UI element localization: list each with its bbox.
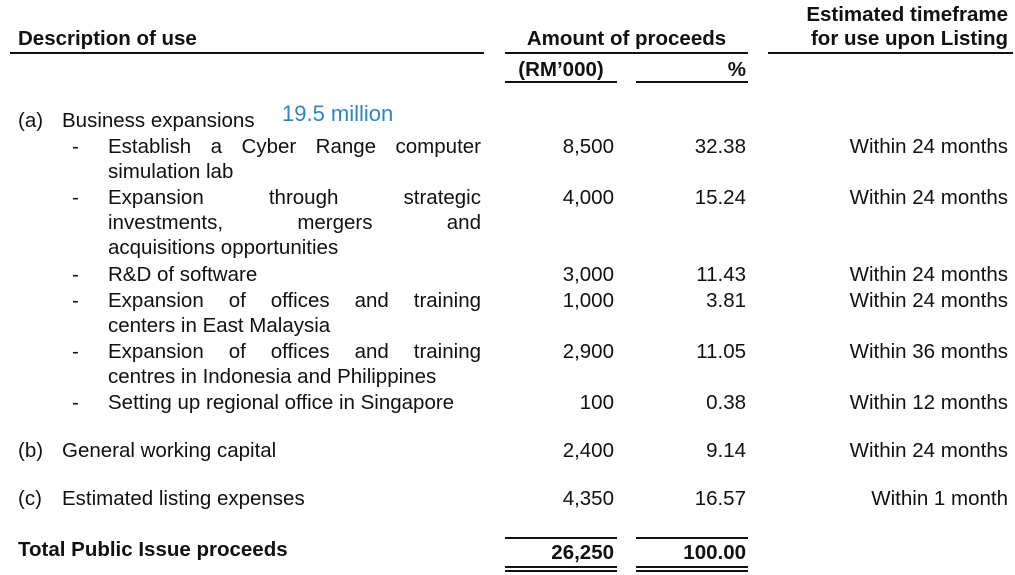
header-rm-unit: (RM’000) [518, 58, 604, 81]
item-2-percent: 15.24 [694, 186, 746, 209]
section-c-title: Estimated listing expenses [62, 487, 305, 510]
item-3-amount: 3,000 [562, 263, 614, 286]
item-2-line3: acquisitions opportunities [108, 236, 339, 259]
section-c-timeframe: Within 1 month [871, 487, 1008, 510]
header-rule-amount [505, 52, 748, 54]
item-1-timeframe: Within 24 months [849, 135, 1008, 158]
item-1-bullet: - [72, 135, 79, 158]
header-timeframe-line2: for use upon Listing [810, 27, 1008, 50]
header-percent: % [727, 58, 746, 81]
item-2-timeframe: Within 24 months [849, 186, 1008, 209]
item-1-line1-text: Establish a Cyber Range computer [108, 135, 481, 158]
item-2-line2-word1: investments, [108, 211, 224, 234]
header-rule-rm [505, 81, 617, 83]
item-6-amount: 100 [579, 391, 614, 414]
item-2-line1 [108, 185, 481, 210]
item-5-percent: 11.05 [696, 340, 746, 363]
item-4-percent: 3.81 [706, 289, 746, 312]
item-3-timeframe: Within 24 months [849, 263, 1008, 286]
item-2-line1-word1: Expansion [108, 186, 204, 209]
item-4-timeframe: Within 24 months [849, 289, 1008, 312]
total-percent: 100.00 [683, 541, 746, 564]
item-2-line1-word2: through [268, 186, 339, 209]
header-description: Description of use [18, 27, 197, 50]
item-2-bullet: - [72, 186, 79, 209]
total-rule-bottom2-amount [505, 570, 617, 572]
item-4-line1 [108, 288, 481, 313]
item-1-percent: 32.38 [694, 135, 746, 158]
header-rule-percent [636, 81, 748, 83]
item-4-amount: 1,000 [562, 289, 614, 312]
total-rule-bottom2-percent [636, 570, 748, 572]
item-3-line1: R&D of software [108, 263, 258, 286]
header-timeframe-line1: Estimated timeframe [806, 3, 1008, 26]
item-2-line2 [108, 210, 481, 235]
section-c-label: (c) [18, 487, 42, 510]
item-1-line2: simulation lab [108, 160, 234, 183]
item-5-line1-text: Expansion of offices and training [108, 340, 481, 363]
total-rule-top-amount [505, 537, 617, 539]
section-c-percent: 16.57 [694, 487, 746, 510]
item-2-line1-word3: strategic [403, 186, 481, 209]
item-3-bullet: - [72, 263, 79, 286]
item-6-bullet: - [72, 391, 79, 414]
total-amount: 26,250 [551, 541, 614, 564]
total-rule-bottom1-amount [505, 566, 617, 568]
header-rule-description [10, 52, 484, 54]
total-label: Total Public Issue proceeds [18, 538, 288, 561]
item-2-line2-word3: and [446, 211, 481, 234]
item-2-amount: 4,000 [562, 186, 614, 209]
total-rule-top-percent [636, 537, 748, 539]
section-b-amount: 2,400 [562, 439, 614, 462]
item-5-timeframe: Within 36 months [849, 340, 1008, 363]
item-3-percent: 11.43 [696, 263, 746, 286]
section-b-percent: 9.14 [706, 439, 746, 462]
item-5-bullet: - [72, 340, 79, 363]
item-6-line1: Setting up regional office in Singapore [108, 391, 455, 414]
item-4-line1-text: Expansion of offices and training [108, 289, 481, 312]
item-6-percent: 0.38 [706, 391, 746, 414]
section-b-title: General working capital [62, 439, 277, 462]
header-rule-timeframe [768, 52, 1013, 54]
header-amount: Amount of proceeds [526, 27, 727, 50]
total-rule-bottom1-percent [636, 566, 748, 568]
item-5-line1 [108, 339, 481, 364]
item-1-line1 [108, 134, 481, 159]
section-b-timeframe: Within 24 months [849, 439, 1008, 462]
item-5-amount: 2,900 [562, 340, 614, 363]
section-b-label: (b) [18, 439, 44, 462]
item-4-bullet: - [72, 289, 79, 312]
handwritten-annotation: 19.5 million [282, 101, 394, 126]
section-a-title: Business expansions [62, 109, 255, 132]
section-c-amount: 4,350 [562, 487, 614, 510]
item-2-line2-word2: mergers [297, 211, 373, 234]
item-1-amount: 8,500 [562, 135, 614, 158]
item-4-line2: centers in East Malaysia [108, 314, 331, 337]
section-a-label: (a) [18, 109, 44, 132]
item-6-timeframe: Within 12 months [849, 391, 1008, 414]
item-5-line2: centres in Indonesia and Philippines [108, 365, 437, 388]
